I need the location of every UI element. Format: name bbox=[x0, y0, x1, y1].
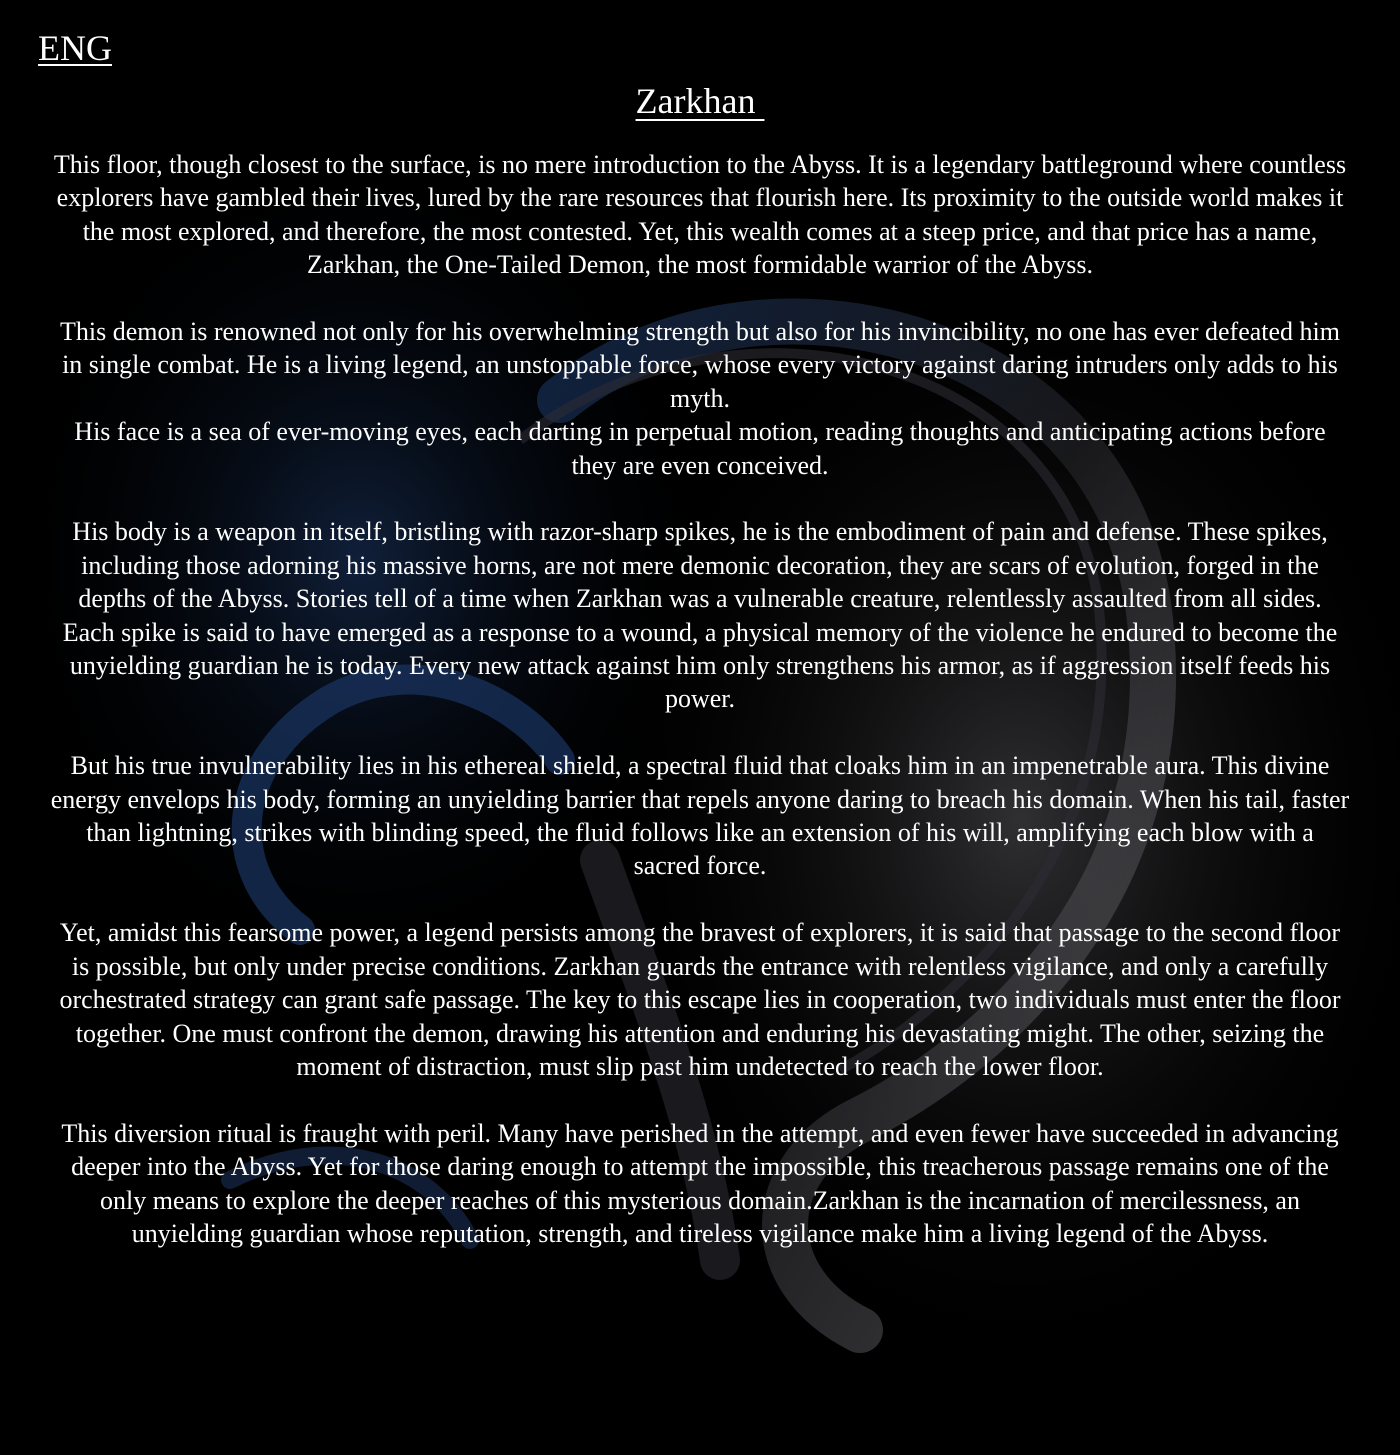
paragraph-shield: But his true invulnerability lies in his ethereal shield, a spectral fluid that cloaks him in an impenetrable aura. This divine energy envelops his body, forming an unyielding barrier that repels anyone daring to breach his domain. When his tail, faster than lightning, strikes with blinding speed, the fluid follows like an extension of his will, amplifying each blow with a sacred force. bbox=[50, 751, 1350, 881]
page-title-text: Zarkhan bbox=[635, 81, 765, 121]
paragraph-spacer bbox=[50, 482, 1350, 515]
paragraph-spacer bbox=[50, 1083, 1350, 1116]
paragraph-invincibility: This demon is renowned not only for his overwhelming strength but also for his invincibility, no one has ever defeated him in single combat. He is a living legend, an unstoppable force, whose every victory against daring intruders only adds to his myth. bbox=[59, 317, 1340, 413]
paragraph-spacer bbox=[50, 883, 1350, 916]
lore-text-block bbox=[50, 148, 1350, 1250]
paragraph-ritual: This diversion ritual is fraught with peril. Many have perished in the attempt, and even fewer have succeeded in advancing deeper into the Abyss. Yet for those daring enough to attempt the impossible, this treacherous passage remains one of the only means to explore the deeper reaches of this mysterious domain.Zarkhan is the incarnation of mercilessness, an unyielding guardian whose reputation, strength, and tireless vigilance make him a living legend of the Abyss. bbox=[61, 1118, 1339, 1248]
paragraph-eyes: His face is a sea of ever-moving eyes, each darting in perpetual motion, reading thoughts and anticipating actions before they are even conceived. bbox=[74, 417, 1326, 480]
paragraph-spikes: His body is a weapon in itself, bristling with razor-sharp spikes, he is the embodiment of pain and defense. These spikes, including those adorning his massive horns, are not mere demonic decoration, they are scars of evolution, forged in the depths of the Abyss. Stories tell of a time when Zarkhan was a vulnerable creature, relentlessly assaulted from all sides. Each spike is said to have emerged as a response to a wound, a physical memory of the violence he endured to become the unyielding guardian he is today. Every new attack against him only strengthens his armor, as if aggression itself feeds his power. bbox=[62, 517, 1338, 714]
paragraph-intro: This floor, though closest to the surface, is no mere introduction to the Abyss. It is a legendary battleground where countless explorers have gambled their lives, lured by the rare resources that flourish here. Its proximity to the outside world makes it the most explored, and therefore, the most contested. Yet, this wealth comes at a steep price, and that price has a name, Zarkhan, the One-Tailed Demon, the most formidable warrior of the Abyss. bbox=[53, 150, 1347, 280]
paragraph-spacer bbox=[50, 282, 1350, 315]
paragraph-spacer bbox=[50, 716, 1350, 749]
paragraph-legend: Yet, amidst this fearsome power, a legend persists among the bravest of explorers, it is said that passage to the second floor is possible, but only under precise conditions. Zarkhan guards the entrance with relentless vigilance, and only a carefully orchestrated strategy can grant safe passage. The key to this escape lies in cooperation, two individuals must enter the floor together. One must confront the demon, drawing his attention and enduring his devastating might. The other, seizing the moment of distraction, must slip past him undetected to reach the lower floor. bbox=[59, 918, 1341, 1081]
page-title bbox=[0, 80, 1400, 122]
language-label: ENG bbox=[38, 28, 112, 68]
